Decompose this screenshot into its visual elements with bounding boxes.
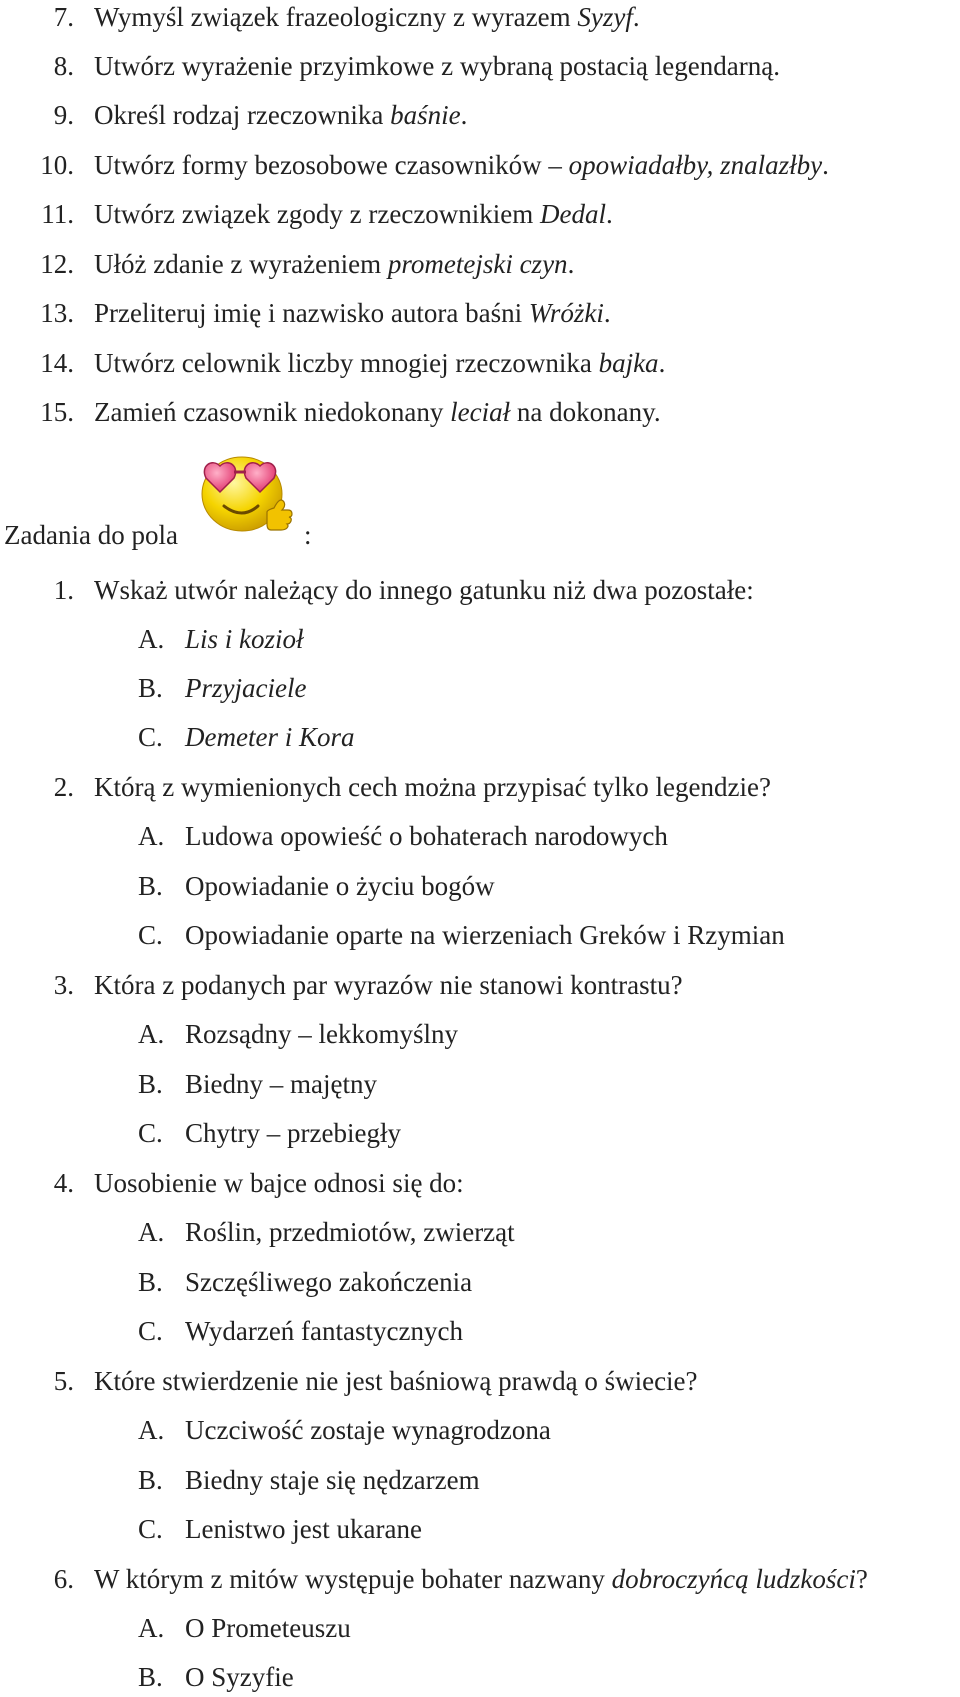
option-letter: A. (138, 821, 165, 851)
task-number: 13. (40, 298, 74, 328)
option-text: Wydarzeń fantastycznych (185, 1316, 463, 1346)
option-text: Roślin, przedmiotów, zwierząt (185, 1217, 515, 1247)
question-text: Która z podanych par wyrazów nie stanowi kontrastu? (94, 970, 683, 1000)
question-number: 6. (53, 1564, 74, 1594)
option-text: Lis i kozioł (185, 624, 304, 654)
option-text: Biedny staje się nędzarzem (185, 1465, 480, 1495)
heart-glasses-smiley-icon (196, 448, 296, 534)
option-text: Przyjaciele (185, 673, 307, 703)
task-text: Utwórz wyrażenie przyimkowe z wybraną postacią legendarną. (94, 51, 780, 81)
task-text: Określ rodzaj rzeczownika baśnie. (94, 100, 468, 130)
task-number: 9. (53, 100, 74, 130)
option-text: Lenistwo jest ukarane (185, 1514, 422, 1544)
option-letter: B. (138, 1662, 163, 1692)
option-text: Rozsądny – lekkomyślny (185, 1019, 458, 1049)
question-text: Wskaż utwór należący do innego gatunku niż dwa pozostałe: (94, 575, 754, 605)
option-letter: A. (138, 624, 165, 654)
question-number: 5. (53, 1366, 74, 1396)
task-text: Utwórz związek zgody z rzeczownikiem Dedal. (94, 199, 613, 229)
option-letter: C. (138, 1316, 163, 1346)
option-letter: A. (138, 1415, 165, 1445)
option-text: Ludowa opowieść o bohaterach narodowych (185, 821, 668, 851)
task-text: Utwórz celownik liczby mnogiej rzeczownika bajka. (94, 348, 666, 378)
option-text: Biedny – majętny (185, 1069, 377, 1099)
question-text: Którą z wymienionych cech można przypisać tylko legendzie? (94, 772, 771, 802)
option-text: Chytry – przebiegły (185, 1118, 401, 1148)
option-text: O Prometeuszu (185, 1613, 351, 1643)
option-letter: C. (138, 1118, 163, 1148)
option-text: Uczciwość zostaje wynagrodzona (185, 1415, 551, 1445)
task-number: 11. (41, 199, 74, 229)
option-letter: B. (138, 1069, 163, 1099)
option-letter: A. (138, 1613, 165, 1643)
option-text: Demeter i Kora (185, 722, 355, 752)
option-letter: C. (138, 920, 163, 950)
task-text: Ułóż zdanie z wyrażeniem prometejski czyn. (94, 249, 575, 279)
option-text: Opowiadanie oparte na wierzeniach Greków i Rzymian (185, 920, 785, 950)
question-text: Które stwierdzenie nie jest baśniową prawdą o świecie? (94, 1366, 698, 1396)
option-letter: B. (138, 871, 163, 901)
question-number: 4. (53, 1168, 74, 1198)
option-letter: C. (138, 722, 163, 752)
option-letter: A. (138, 1217, 165, 1247)
option-letter: B. (138, 673, 163, 703)
task-number: 8. (53, 51, 74, 81)
option-text: Opowiadanie o życiu bogów (185, 871, 495, 901)
option-text: O Syzyfie (185, 1662, 294, 1692)
question-text: Uosobienie w bajce odnosi się do: (94, 1168, 464, 1198)
option-text: Szczęśliwego zakończenia (185, 1267, 473, 1297)
task-text: Wymyśl związek frazeologiczny z wyrazem Syzyf. (94, 2, 640, 32)
task-text: Utwórz formy bezosobowe czasowników – opowiadałby, znalazłby. (94, 150, 829, 180)
option-letter: C. (138, 1514, 163, 1544)
task-number: 7. (53, 2, 74, 32)
question-number: 3. (53, 970, 74, 1000)
question-text: W którym z mitów występuje bohater nazwany dobroczyńcą ludzkości? (94, 1564, 868, 1594)
task-number: 14. (40, 348, 74, 378)
option-letter: B. (138, 1267, 163, 1297)
question-number: 1. (53, 575, 74, 605)
option-letter: A. (138, 1019, 165, 1049)
question-number: 2. (53, 772, 74, 802)
task-text: Zamień czasownik niedokonany leciał na dokonany. (94, 397, 661, 427)
section-heading: Zadania do pola (4, 520, 178, 550)
task-number: 15. (40, 397, 74, 427)
option-letter: B. (138, 1465, 163, 1495)
task-number: 12. (40, 249, 74, 279)
section-heading-colon: : (304, 520, 312, 550)
task-number: 10. (40, 150, 74, 180)
task-text: Przeliteruj imię i nazwisko autora baśni Wróżki. (94, 298, 611, 328)
